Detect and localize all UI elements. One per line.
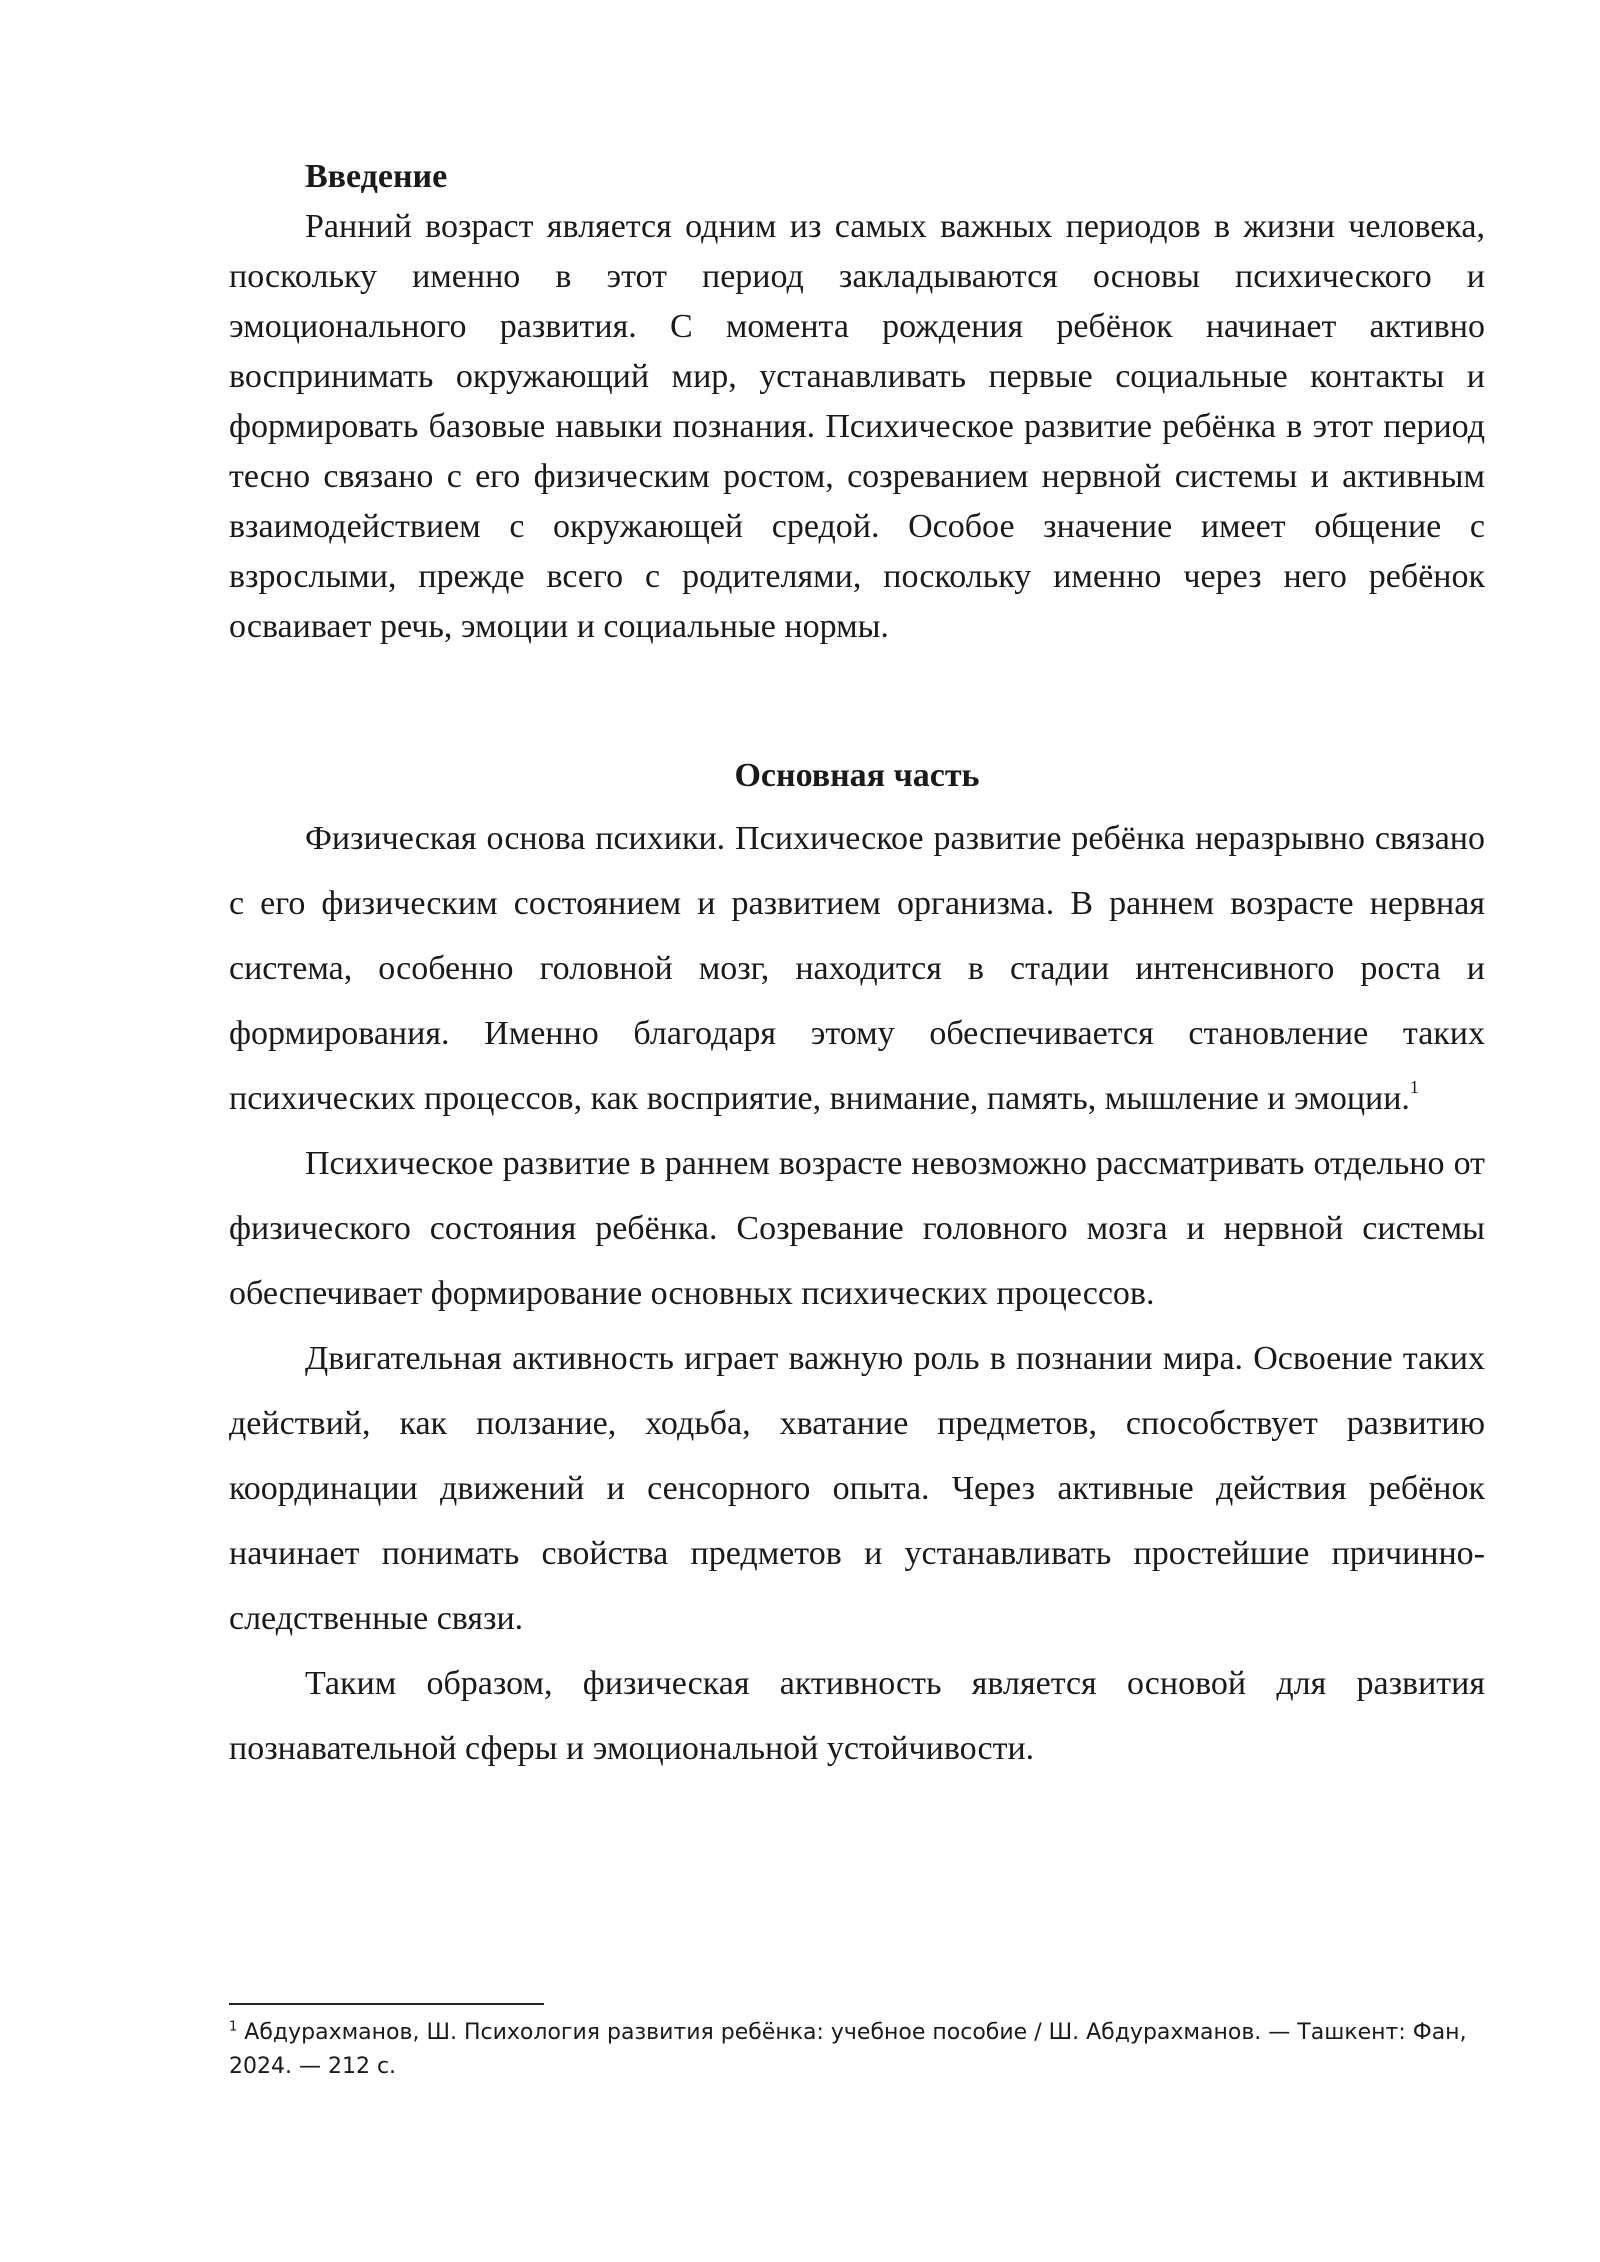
main-paragraph-2: Психическое развитие в раннем возрасте невозможно рассматривать отдельно от физического состояния ребёнка. Созревание головного мозга и нервной системы обеспечивает формирование основных психических процессов. [229,1145,1485,1312]
main-paragraph-3: Двигательная активность играет важную роль в познании мира. Освоение таких действий, как ползание, ходьба, хватание предметов, способствует развитию координации движений и сенсорного опыта. Через активные действия ребёнок начинает понимать свойства предметов и устанавливать простейшие причинно-следственные связи. [229,1340,1485,1637]
footnote-text: Абдурахманов, Ш. Психология развития ребёнка: учебное пособие / Ш. Абдурахманов. — Ташкент: Фан, 2024. — 212 с. [229,2020,1467,2079]
footnote-reference[interactable]: 1 [1409,1076,1419,1097]
main-heading: Основная часть [734,757,980,794]
footnote-separator [229,2003,544,2005]
introduction-paragraph: Ранний возраст является одним из самых важных периодов в жизни человека, поскольку именно в этот период закладываются основы психического и эмоционального развития. С момента рождения ребёнок начинает активно воспринимать окружающий мир, устанавливать первые социальные контакты и формировать базовые навыки познания. Психическое развитие ребёнка в этот период тесно связано с его физическим ростом, созреванием нервной системы и активным взаимодействием с окружающей средой. Особое значение имеет общение с взрослыми, прежде всего с родителями, поскольку именно через него ребёнок осваивает речь, эмоции и социальные нормы. [229,208,1485,645]
footnote-number: 1 [229,2019,238,2035]
main-section [229,750,1485,1781]
introduction-section [229,152,1485,652]
footnote [229,2016,1485,2084]
main-paragraph-4: Таким образом, физическая активность является основой для развития познавательной сферы и эмоциональной устойчивости. [229,1665,1485,1767]
main-paragraph-1 [229,806,1485,1131]
introduction-heading: Введение [305,158,448,195]
main-paragraph-1-text: Физическая основа психики. Психическое развитие ребёнка неразрывно связано с его физическим состоянием и развитием организма. В раннем возрасте нервная система, особенно головной мозг, находится в стадии интенсивного роста и формирования. Именно благодаря этому обеспечивается становление таких психических процессов, как восприятие, внимание, память, мышление и эмоции. [229,820,1485,1117]
